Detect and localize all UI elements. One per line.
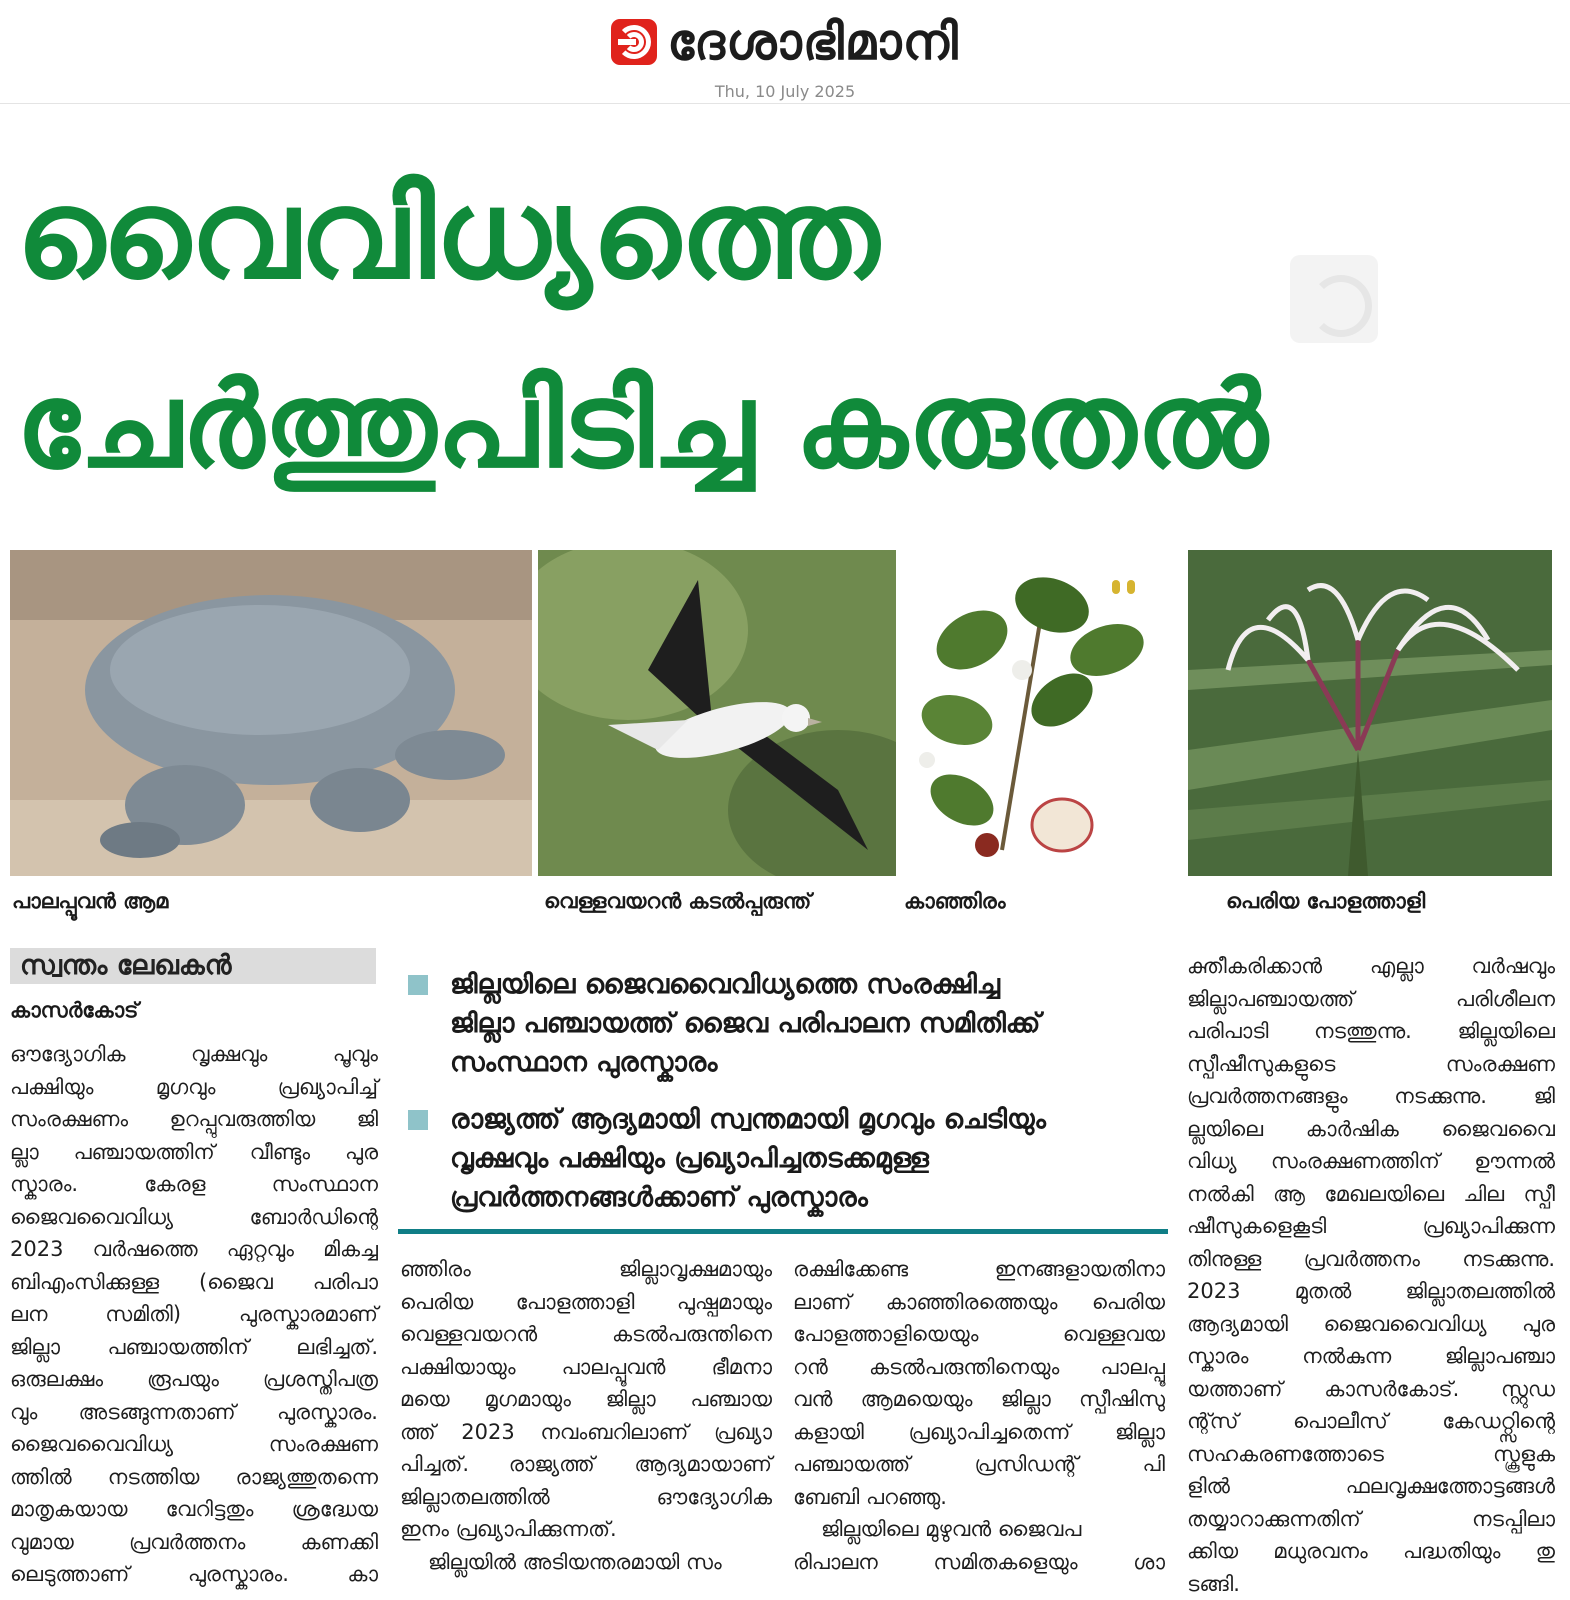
text-line: ത്ത് 2023 നവംബറിലാണ് പ്രഖ്യാ xyxy=(400,1419,772,1444)
logo-text: ദേശാഭിമാനി xyxy=(667,13,959,71)
text-line: ജൈവവൈവിധ്യ ബോർഡിന്റെ xyxy=(10,1204,378,1229)
photo-caption-lily: പെരിയ പോളത്താളി xyxy=(1226,889,1426,913)
headline-line-2: ചേർത്തുപിടിച്ച കരുതൽ xyxy=(16,356,1268,494)
text-line: ഷീസുകളെകൂടി പ്രഖ്യാപിക്കുന്ന xyxy=(1187,1214,1555,1238)
text-line: രിപാലന സമിതകളെയും ശാ xyxy=(793,1549,1165,1574)
text-line: സ്പീഷീസുകളുടെ സംരക്ഷണ xyxy=(1187,1051,1555,1076)
text-line: മാതൃകയായ വേറിട്ടതും ശ്രദ്ധേയ xyxy=(10,1497,378,1521)
highlight-line: രാജ്യത്ത് ആദ്യമായി സ്വന്തമായി മൃഗവും ചെടിയും xyxy=(450,1104,1046,1135)
dateline-place: കാസർകോട് xyxy=(10,998,139,1022)
text-line: പോളത്താളിയെയും വെള്ളവയ xyxy=(793,1322,1165,1346)
text-line: പഞ്ചായത്ത് പ്രസിഡന്റ് പി xyxy=(793,1452,1165,1476)
text-line: പരിപാടി നടത്തുന്നു. ജില്ലയിലെ xyxy=(1187,1019,1555,1043)
text-line: വുമായ പ്രവർത്തനം കണക്കി xyxy=(10,1529,378,1554)
deshabhimani-logo-icon xyxy=(611,19,657,65)
article-column-1 xyxy=(10,1038,378,1591)
text-line: ക്കിയ മധുരവനം പദ്ധതിയും തു xyxy=(1187,1539,1555,1563)
botanical-plant-illustration xyxy=(902,550,1182,876)
text-line: 2023 മുതൽ ജില്ലാതലത്തിൽ xyxy=(1187,1279,1555,1303)
text-line: ന്റ്സ് പൊലീസ് കേഡറ്റ്സിന്റെ xyxy=(1187,1409,1555,1433)
text-line: 2023 വർഷത്തെ ഏറ്റവും മികച്ച xyxy=(10,1237,378,1261)
text-line: സ്കാരം. കേരള സംസ്ഥാന xyxy=(10,1172,378,1196)
text-line: രക്ഷിക്കേണ്ട ഇനങ്ങളായതിനാ xyxy=(793,1257,1165,1281)
text-line: ഇനം പ്രഖ്യാപിക്കുന്നത്. xyxy=(400,1517,617,1541)
text-line: ല്ലയിലെ കാർഷിക ജൈവവൈ xyxy=(1187,1116,1555,1141)
text-line: തയ്യാറാക്കുന്നതിന് നടപ്പിലാ xyxy=(1187,1506,1555,1531)
watermark-logo-icon xyxy=(1290,255,1378,343)
text-line: കളായി പ്രഖ്യാപിച്ചതെന്ന് ജില്ലാ xyxy=(793,1419,1165,1444)
text-line: ജില്ലയിൽ അടിയന്തരമായി സം xyxy=(428,1549,722,1574)
text-line: സ്കാരം നൽകുന്ന ജില്ലാപഞ്ചാ xyxy=(1187,1344,1555,1368)
text-line: വൻ ആമയെയും ജില്ലാ സ്പീഷിസു xyxy=(793,1387,1165,1411)
text-line: ടങ്ങി. xyxy=(1187,1571,1240,1596)
text-line: വെള്ളവയറൻ കടൽപരുന്തിനെ xyxy=(400,1322,772,1346)
text-line: സംരക്ഷണം ഉറപ്പുവരുത്തിയ ജി xyxy=(10,1107,378,1131)
text-line: ഞ്ഞിരം ജില്ലാവൃക്ഷമായും xyxy=(400,1257,772,1281)
logo[interactable] xyxy=(0,12,1570,72)
text-line: ക്തീകരിക്കാൻ എല്ലാ വർഷവും xyxy=(1187,954,1555,978)
text-line: ജില്ലാ പഞ്ചായത്തിന് ലഭിച്ചത്. xyxy=(10,1334,378,1359)
square-bullet-icon xyxy=(408,1110,428,1130)
text-line: പെരിയ പോളത്താളി പുഷ്പമായും xyxy=(400,1289,772,1314)
masthead xyxy=(0,0,1570,104)
text-line: വും അടങ്ങുന്നതാണ് പുരസ്കാരം. xyxy=(10,1399,378,1424)
text-line: ആദ്യമായി ജൈവവൈവിധ്യ പുര xyxy=(1187,1311,1555,1336)
text-line: ലാണ് കാഞ്ഞിരത്തെയും പെരിയ xyxy=(793,1289,1165,1314)
highlight-line: വൃക്ഷവും പക്ഷിയും പ്രഖ്യാപിച്ചതടക്കമുള്ള xyxy=(450,1143,929,1174)
text-line: ലന സമിതി) പുരസ്കാരമാണ് xyxy=(10,1302,378,1326)
text-line: ജില്ലയിലെ മുഴുവൻ ജൈവപ xyxy=(821,1517,1082,1541)
text-line: ളിൽ ഫലവൃക്ഷത്തോട്ടങ്ങൾ xyxy=(1187,1474,1555,1498)
text-line: ല്ലാ പഞ്ചായത്തിന് വീണ്ടും പുര xyxy=(10,1139,378,1164)
byline: സ്വന്തം ലേഖകൻ xyxy=(10,948,376,984)
spider-lily-photo xyxy=(1188,550,1552,876)
article-column-4 xyxy=(1187,950,1555,1600)
highlight-line: സംസ്ഥാന പുരസ്കാരം xyxy=(450,1047,718,1078)
headline-line-1: വൈവിധ്യത്തെ xyxy=(16,163,880,307)
text-line: പിച്ചത്. രാജ്യത്ത് ആദ്യമായാണ് xyxy=(400,1452,772,1476)
text-line: ഒരുലക്ഷം രൂപയും പ്രശസ്തിപത്ര xyxy=(10,1367,378,1391)
text-line: റൻ കടൽപരുന്തിനെയും പാലപ്പൂ xyxy=(793,1354,1165,1379)
text-line: തിനുള്ള പ്രവർത്തനം നടക്കുന്നു. xyxy=(1187,1246,1555,1271)
article-column-2 xyxy=(400,1253,772,1578)
text-line: ലെടുത്താണ് പുരസ്കാരം. കാ xyxy=(10,1562,378,1586)
text-line: ബേബി പറഞ്ഞു. xyxy=(793,1484,947,1509)
text-line: ബിഎംസിക്കുള്ള (ജൈവ പരിപാ xyxy=(10,1269,378,1294)
square-bullet-icon xyxy=(408,975,428,995)
text-line: സഹകരണത്തോടെ സ്കൂളുക xyxy=(1187,1441,1555,1466)
text-line: ത്തിൽ നടത്തിയ രാജ്യത്തുതന്നെ xyxy=(10,1464,378,1489)
text-line: മയെ മൃഗമായും ജില്ലാ പഞ്ചായ xyxy=(400,1387,772,1411)
photo-caption-turtle: പാലപ്പൂവൻ ആമ xyxy=(12,889,169,913)
text-line: വിധ്യ സംരക്ഷണത്തിന് ഊന്നൽ xyxy=(1187,1149,1555,1173)
photo-caption-kanjiram: കാഞ്ഞിരം xyxy=(904,889,1006,913)
text-line: ജില്ലാപഞ്ചായത്ത് പരിശീലന xyxy=(1187,986,1555,1011)
highlight-line: പ്രവർത്തനങ്ങൾക്കാണ് പുരസ്കാരം xyxy=(450,1182,868,1213)
highlight-line: ജില്ലയിലെ ജൈവവൈവിധ്യത്തെ സംരക്ഷിച്ച xyxy=(450,969,1000,1000)
sea-eagle-photo xyxy=(538,550,896,876)
highlight-line: ജില്ലാ പഞ്ചായത്ത് ജൈവ പരിപാലന സമിതിക്ക് xyxy=(450,1008,1041,1039)
text-line: യത്താണ് കാസർകോട്. സ്റ്റുഡ xyxy=(1187,1376,1555,1401)
photo-caption-eagle: വെള്ളവയറൻ കടൽപ്പരുന്ത് xyxy=(544,889,812,913)
section-divider xyxy=(398,1229,1168,1234)
text-line: പ്രവർത്തനങ്ങളും നടക്കുന്നു. ജി xyxy=(1187,1084,1555,1108)
text-line: നൽകി ആ മേഖലയിലെ ചില സ്പീ xyxy=(1187,1181,1555,1206)
text-line: പക്ഷിയായും പാലപ്പൂവൻ ഭീമനാ xyxy=(400,1354,772,1379)
text-line: ജില്ലാതലത്തിൽ ഔദ്യോഗിക xyxy=(400,1484,772,1509)
text-line: പക്ഷിയും മൃഗവും പ്രഖ്യാപിച്ച് xyxy=(10,1074,378,1099)
article-column-3 xyxy=(793,1253,1165,1578)
edition-date: Thu, 10 July 2025 xyxy=(714,82,856,101)
text-line: ജൈവവൈവിധ്യ സംരക്ഷണ xyxy=(10,1432,378,1456)
softshell-turtle-photo xyxy=(10,550,532,876)
text-line: ഔദ്യോഗിക വൃക്ഷവും പൂവും xyxy=(10,1042,378,1066)
